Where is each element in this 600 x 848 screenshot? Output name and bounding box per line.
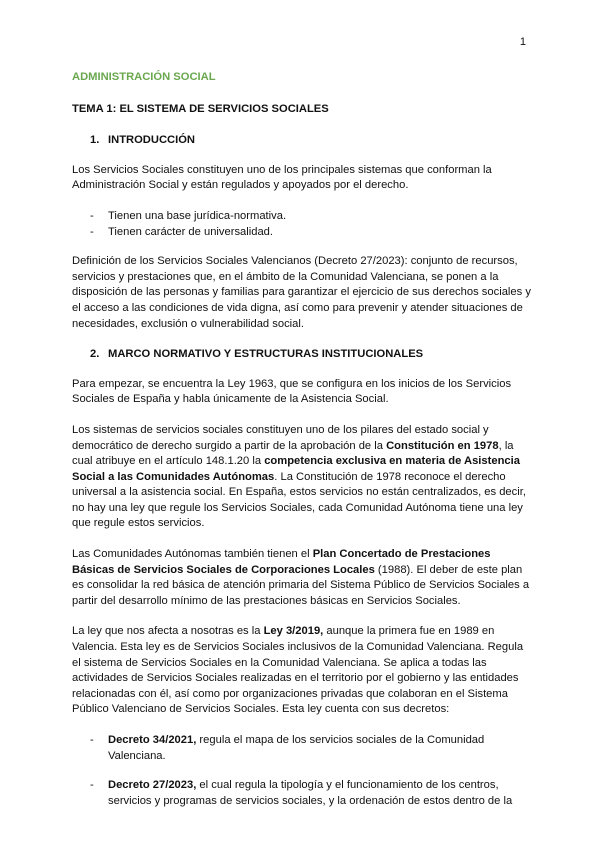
- bold-text-run: Constitución en 1978: [386, 439, 499, 452]
- bold-text-run: Decreto 34/2021,: [108, 734, 197, 746]
- section-2-paragraph-1: Para empezar, se encuentra la Ley 1963, que se configura en los inicios de los Servicios Sociales de España y habla únicamente de la Asistencia Social.: [72, 377, 512, 406]
- section-1-number: 1.: [90, 134, 100, 147]
- bold-text-run: Ley 3/2019,: [263, 625, 324, 638]
- section-1-paragraph-1: Los Servicios Sociales constituyen uno de los principales sistemas que conforman la Administración Social y están regulados y apoyados por el derecho.: [72, 163, 492, 192]
- section-2-paragraph-4: [72, 624, 532, 718]
- page-number: 1: [519, 36, 526, 48]
- text-run: La ley que nos afecta a nosotras es la: [72, 625, 264, 638]
- subject-heading: ADMINISTRACIÓN SOCIAL: [72, 71, 216, 83]
- section-1-bullet-list: [72, 209, 532, 240]
- text-run: el cual regula la tipología y el funcionamiento de los centros, servicios y programas de servicios sociales, y la ordenación de estos dentro de la: [108, 779, 513, 807]
- list-item: - Tienen carácter de universalidad.: [72, 225, 532, 241]
- section-1-title: INTRODUCCIÓN: [108, 134, 196, 147]
- list-item: [72, 733, 532, 764]
- bold-text-run: competencia exclusiva en materia de Asistencia Social a las Comunidades Autónomas: [72, 455, 520, 483]
- section-2-heading: [72, 347, 532, 363]
- bold-text-run: Decreto 27/2023,: [108, 779, 197, 792]
- bold-text-run: Plan Concertado de Prestaciones Básicas de Servicios Sociales de Corporaciones Locales: [72, 548, 491, 576]
- text-run: Los sistemas de servicios sociales constituyen uno de los pilares del estado social y democrático de derecho surgido a partir de la aprobación de la: [72, 423, 489, 452]
- list-item: - Tienen una base jurídica-normativa.: [72, 209, 532, 225]
- text-run: regula el mapa de los servicios sociales de la Comunidad Valenciana.: [108, 734, 485, 762]
- decree-list: [72, 733, 532, 809]
- topic-heading: TEMA 1: EL SISTEMA DE SERVICIOS SOCIALES: [72, 102, 329, 115]
- text-run: (1988). El deber de este plan es consolidar la red básica de atención primaria del Sistema Público de Servicios Sociales a partir del desarrollo mínimo de las prestaciones básicas en Servicios Sociales.: [72, 563, 530, 607]
- section-2-title: MARCO NORMATIVO Y ESTRUCTURAS INSTITUCIONALES: [108, 348, 424, 361]
- text-run: , la cual atribuye en el artículo 148.1.20 la: [72, 439, 514, 468]
- text-run: aunque la primera fue en 1989 en Valencia. Esta ley es de Servicios Sociales inclusivos de la Comunidad Valenciana. Regula el sistema de Servicios Sociales en la Comunidad Valenciana. Se aplica a todas las actividades de Servicios Sociales realizadas en el territorio por el gobierno y las entidades relacionadas con él, así como por organizaciones privadas que colaboran en el Sistema Público Valenciano de Servicios Sociales. Esta ley cuenta con sus decretos:: [72, 625, 524, 716]
- text-run: Las Comunidades Autónomas también tienen el: [72, 548, 313, 561]
- list-item: [72, 778, 532, 809]
- text-run: . La Constitución de 1978 reconoce el derecho universal a la asistencia social. En España, estos servicios no están centralizados, es decir, no hay una ley que regule los Servicios Sociales, cada Comunidad Autónoma tiene una ley que regule estos servicios.: [72, 470, 526, 530]
- section-2-paragraph-3: [72, 547, 532, 609]
- section-2-paragraph-2: [72, 423, 532, 532]
- section-1-heading: [72, 133, 532, 149]
- document-body: [72, 70, 532, 823]
- section-2-number: 2.: [90, 348, 100, 361]
- section-1-paragraph-2: Definición de los Servicios Sociales Valencianos (Decreto 27/2023): conjunto de recursos, servicios y prestaciones que, en el ámbito de la Comunidad Valenciana, se ponen a la disposición de las personas y familias para garantizar el ejercicio de sus derechos sociales y el acceso a las condiciones de vida digna, así como para prevenir y atender situaciones de necesidades, exclusión o vulnerabilidad social.: [72, 255, 531, 330]
